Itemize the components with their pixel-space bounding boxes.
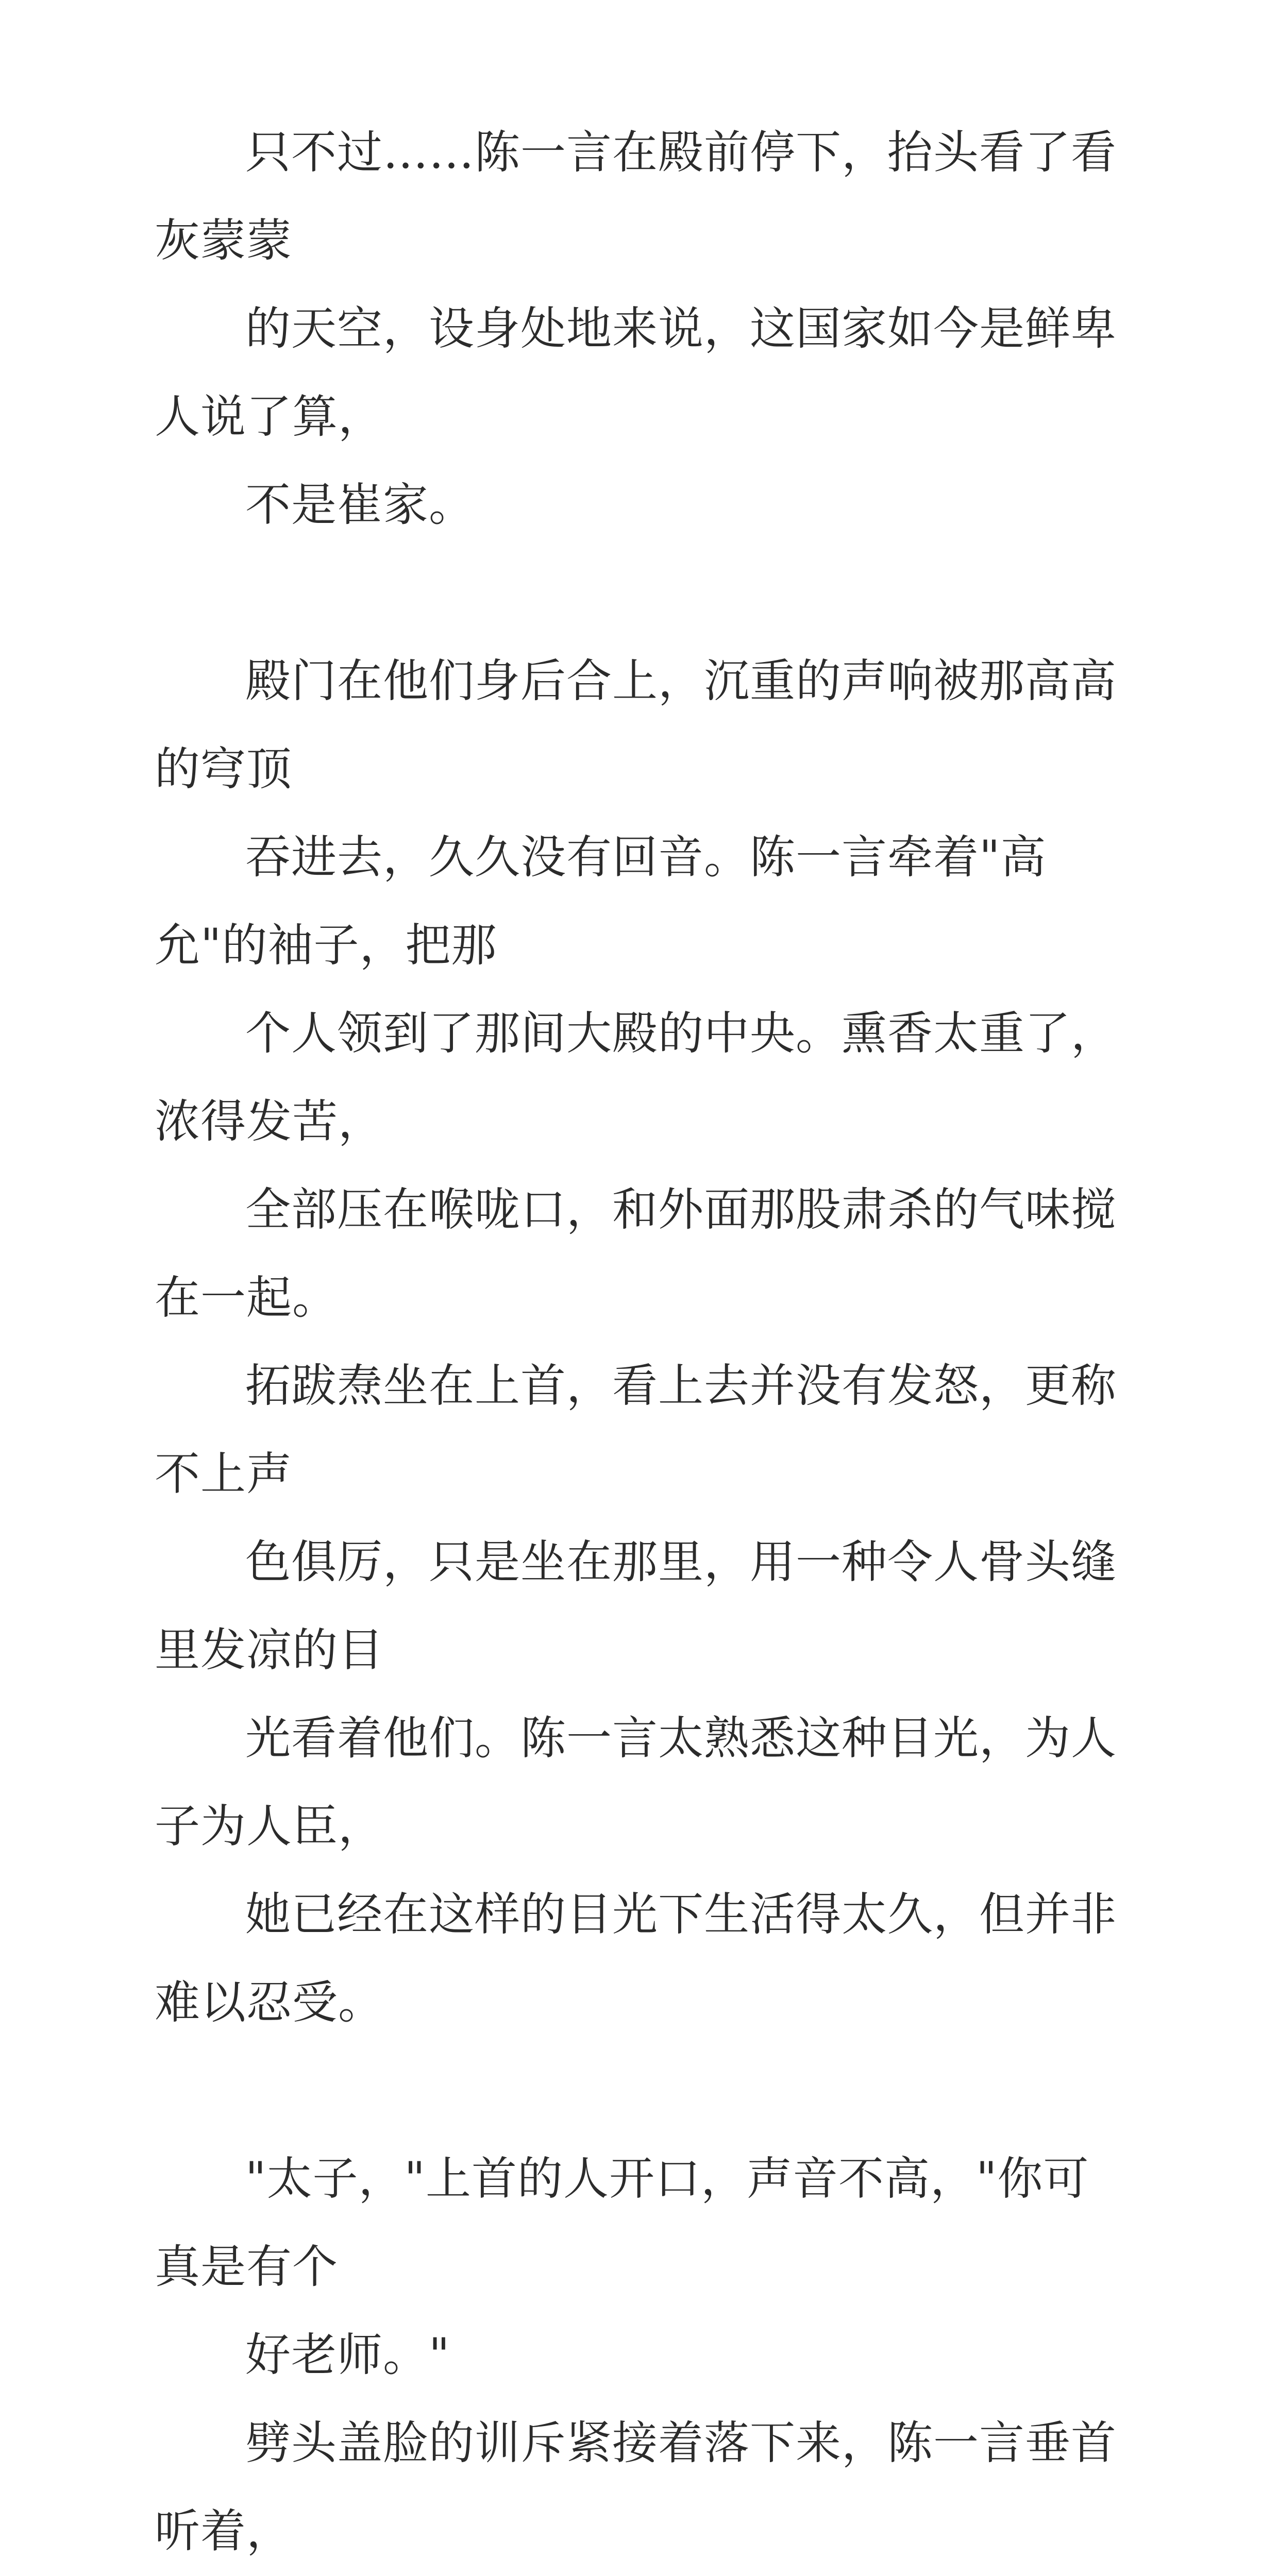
text-line: 拓跋焘坐在上首，看上去并没有发怒，更称不上声 [155, 1359, 1117, 1500]
document-body [155, 108, 1134, 2576]
text-line: 吞进去，久久没有回音。陈一言牵着"高允"的袖子，把那 [155, 831, 1047, 972]
text-line: 色俱厉，只是坐在那里，用一种令人骨头缝里发凉的目 [155, 1535, 1117, 1676]
text-line: 光看着他们。陈一言太熟悉这种目光，为人子为人臣， [155, 1711, 1117, 1853]
text-line: 殿门在他们身后合上，沉重的声响被那高高的穹顶 [155, 654, 1117, 795]
text-line: 只不过……陈一言在殿前停下，抬头看了看灰蒙蒙 [155, 126, 1117, 267]
section-gap [155, 2046, 1134, 2134]
paragraph-5 [155, 2399, 1134, 2576]
section-gap [155, 549, 1134, 637]
text-line: 她已经在这样的目光下生活得太久，但并非难以忍受。 [155, 1888, 1117, 2029]
text-line: 劈头盖脸的训斥紧接着落下来，陈一言垂首听着， [155, 2416, 1117, 2557]
text-line: "太子，"上首的人开口，声音不高，"你可真是有个 [155, 2152, 1089, 2293]
paragraph-1 [155, 108, 1134, 549]
text-line: 全部压在喉咙口，和外面那股肃杀的气味搅在一起。 [155, 1183, 1117, 1324]
paragraph-3 [155, 1342, 1134, 2046]
text-line: 好老师。" [245, 2328, 450, 2381]
text-line: 的天空，设身处地来说，这国家如今是鲜卑人说了算， [155, 302, 1117, 443]
paragraph-4 [155, 2134, 1134, 2399]
text-line: 个人领到了那间大殿的中央。熏香太重了，浓得发苦， [155, 1007, 1117, 1148]
text-line: 不是崔家。 [245, 478, 475, 531]
paragraph-2 [155, 637, 1134, 1342]
